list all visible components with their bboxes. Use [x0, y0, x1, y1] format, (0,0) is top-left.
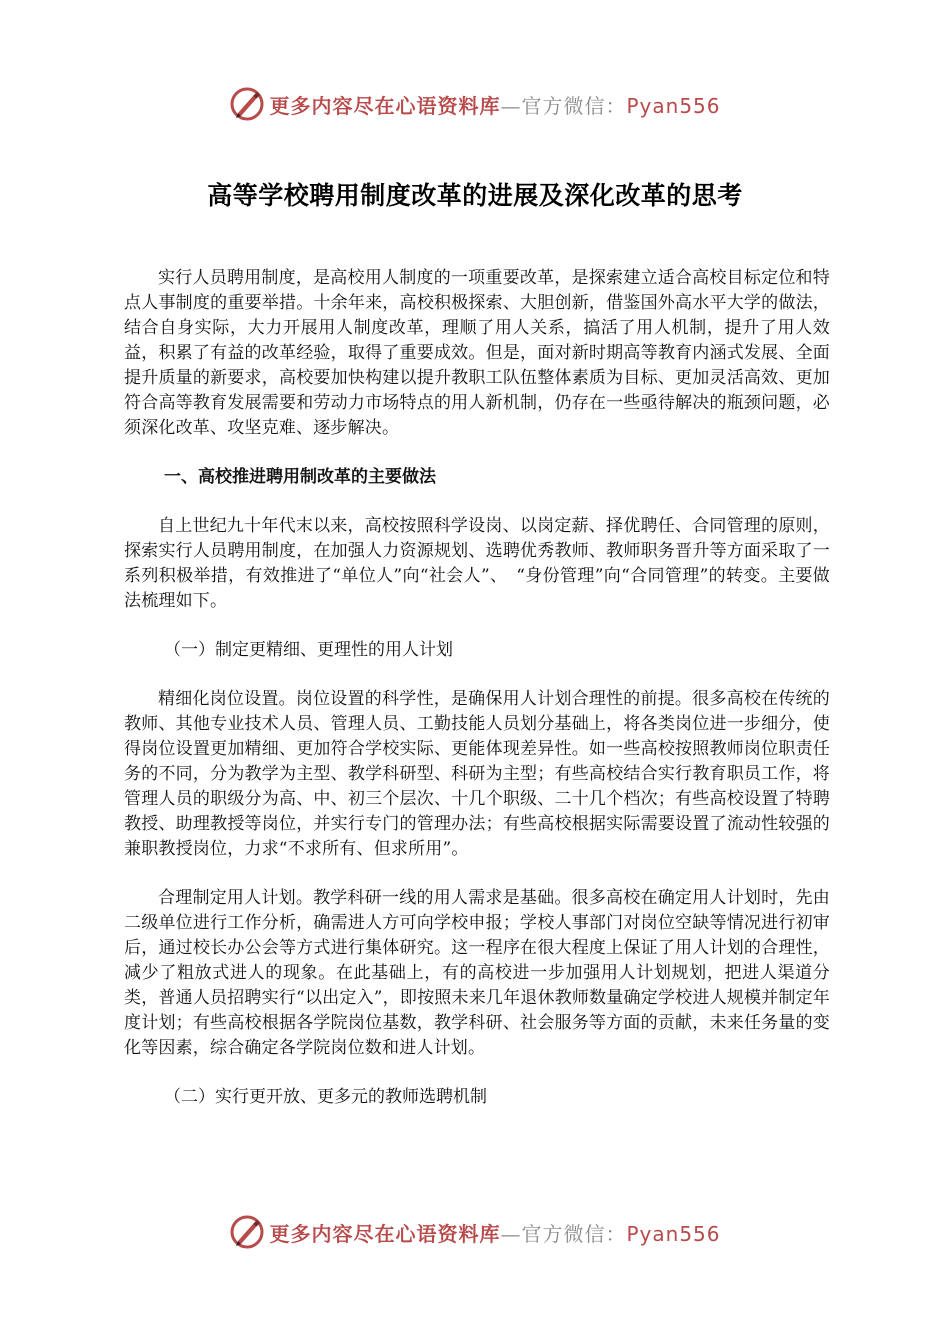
watermark-banner-top: [0, 84, 950, 124]
wechat-id: Pyan556: [626, 1221, 721, 1246]
pen-logo-icon: [229, 1214, 265, 1250]
site-name: 更多内容尽在心语资料库: [269, 93, 501, 118]
official-label: 官方微信：: [521, 1221, 627, 1246]
subsection-heading-1: （一）制定更精细、更理性的用人计划: [164, 640, 453, 660]
subsection-heading-2: （二）实行更开放、更多元的教师选聘机制: [164, 1087, 487, 1107]
watermark-banner-bottom: [0, 1212, 950, 1252]
pen-logo-icon: [229, 86, 265, 122]
section-heading-1: 一、高校推进聘用制改革的主要做法: [164, 467, 436, 487]
paragraph-staffing-plan: 合理制定用人计划。教学科研一线的用人需求是基础。很多高校在确定用人计划时，先由二级单位进行工作分析，确需进人方可向学校申报；学校人事部门对岗位空缺等情况进行初审后，通过校长办公会等方式进行集体研究。这一程序在很大程度上保证了用人计划的合理性，减少了粗放式进人的现象。在此基础上，有的高校进一步加强用人计划规划，把进人渠道分类，普通人员招聘实行“以出定入”，即按照未来几年退休教师数量确定学校进人规模并制定年度计划；有些高校根据各学院岗位基数，教学科研、社会服务等方面的贡献，未来任务量的变化等因素，综合确定各学院岗位数和进人计划。: [124, 888, 830, 1058]
official-label: 官方微信：: [521, 93, 627, 118]
separator: —: [500, 93, 522, 118]
paragraph-section1-intro: 自上世纪九十年代末以来，高校按照科学设岗、以岗定薪、择优聘任、合同管理的原则，探索实行人员聘用制度，在加强人力资源规划、选聘优秀教师、教师职务晋升等方面采取了一系列积极举措，有效推进了“单位人”向“社会人”、 “身份管理”向“合同管理”的转变。主要做法梳理如下。: [124, 516, 830, 611]
watermark-text: [269, 90, 720, 119]
watermark-text: [269, 1218, 720, 1247]
site-name: 更多内容尽在心语资料库: [269, 1221, 501, 1246]
wechat-id: Pyan556: [626, 93, 721, 118]
separator: —: [500, 1221, 522, 1246]
document-body: [124, 266, 830, 1134]
paragraph-intro: 实行人员聘用制度，是高校用人制度的一项重要改革，是探索建立适合高校目标定位和特点人事制度的重要举措。十余年来，高校积极探索、大胆创新，借鉴国外高水平大学的做法，结合自身实际，大力开展用人制度改革，理顺了用人关系，搞活了用人机制，提升了用人效益，积累了有益的改革经验，取得了重要成效。但是，面对新时期高等教育内涵式发展、全面提升质量的新要求，高校要加快构建以提升教职工队伍整体素质为目标、更加灵活高效、更加符合高等教育发展需要和劳动力市场特点的用人新机制，仍存在一些亟待解决的瓶颈问题，必须深化改革、攻坚克难、逐步解决。: [124, 268, 830, 438]
document-title: 高等学校聘用制度改革的进展及深化改革的思考: [207, 181, 743, 210]
paragraph-post-setting: 精细化岗位设置。岗位设置的科学性，是确保用人计划合理性的前提。很多高校在传统的教师、其他专业技术人员、管理人员、工勤技能人员划分基础上，将各类岗位进一步细分，使得岗位设置更加精细、更加符合学校实际、更能体现差异性。如一些高校按照教师岗位职责任务的不同，分为教学为主型、教学科研型、科研为主型；有些高校结合实行教育职员工作，将管理人员的职级分为高、中、初三个层次、十几个职级、二十几个档次；有些高校设置了特聘教授、助理教授等岗位，并实行专门的管理办法；有些高校根据实际需要设置了流动性较强的兼职教授岗位，力求“不求所有、但求所用”。: [124, 689, 830, 859]
